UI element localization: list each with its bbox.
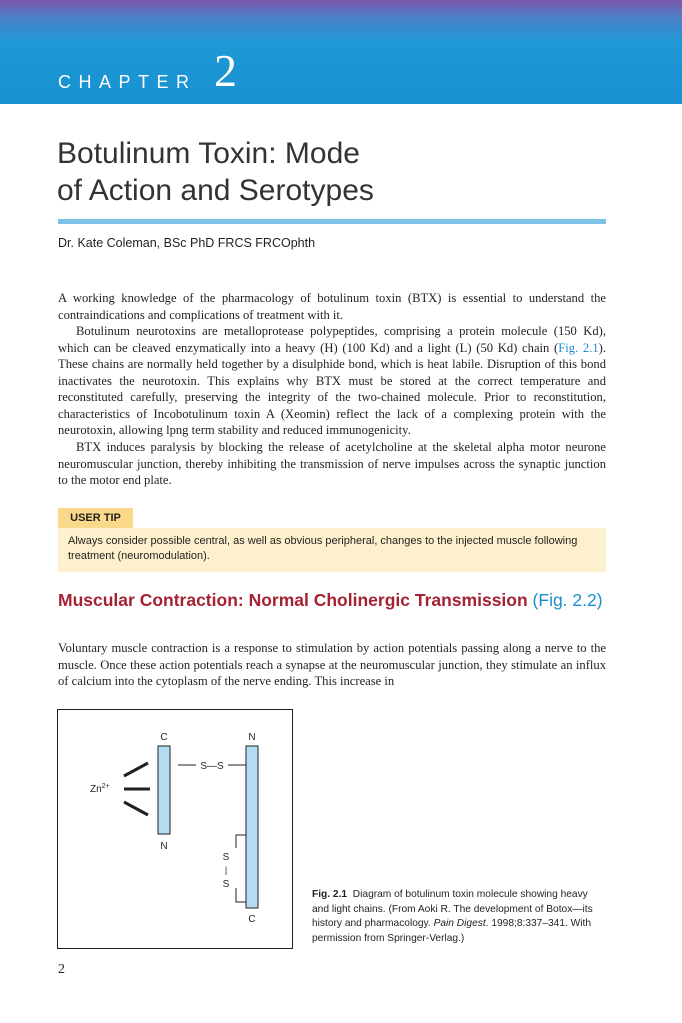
disulphide-s-upper: S [222, 852, 230, 863]
toxin-molecule-diagram [58, 710, 294, 950]
figure-2-1-caption [312, 888, 606, 946]
fig-2-1-link[interactable]: Fig. 2.1 [558, 340, 599, 355]
disulphide-bond-label: S—S [200, 761, 224, 772]
paragraph-neurotoxins-text-a: Botulinum neurotoxins are metalloprotease polypeptides, comprising a protein molecule (150 Kd), which can be cleaved enzymatically into a heavy (H) (100 Kd) and a light (L) (50 Kd) chain ( [58, 324, 606, 355]
paragraph-neurotoxins-text-b: ). These chains are normally held together by a disulphide bond, which is heat labile. Disruption of this bond inactivates the neurotoxin. This explains why BTX must be stored at the correct temperature and reconstituted carefully, preserving the integrity of the two-chained molecule. Prior to reconstitution, characteristics of Incobotulinum toxin A (Xeomin) reflect the lack of a complexing protein with the neurotoxin, allowing lpng term stability and reduced immunogenicity. [58, 340, 606, 437]
section-heading [58, 590, 606, 610]
title-rule [58, 219, 606, 224]
chapter-number: 2 [214, 45, 237, 96]
paragraph-intro: A working knowledge of the pharmacology of botulinum toxin (BTX) is essential to understand the contraindications and complications of treatment with it. [58, 291, 606, 322]
chapter-label: CHAPTER [58, 72, 197, 92]
user-tip-box: Always consider possible central, as well as obvious peripheral, changes to the injected muscle following treatment (neuromodulation). [58, 528, 606, 572]
light-chain-n-label: N [160, 841, 168, 852]
zinc-label-charge: 2+ [101, 783, 110, 790]
disulphide-s-bar: | [224, 865, 228, 875]
caption-text-a: Diagram of botulinum toxin molecule showing heavy and light chains. (From Aoki R. The development of Botox—its history and pharmacology. [312, 889, 593, 929]
disulphide-s-lower: S [222, 879, 230, 890]
chapter-banner [0, 0, 682, 104]
heavy-chain-c-label: C [248, 914, 256, 925]
disulphide-loop-lower [236, 888, 246, 902]
chapter-title [57, 135, 637, 209]
page-number: 2 [58, 962, 65, 977]
section-ref-open: ( [527, 590, 539, 610]
heavy-chain-n-label: N [248, 732, 256, 743]
heavy-chain-bar [246, 746, 258, 908]
paragraph-paralysis: BTX induces paralysis by blocking the release of acetylcholine at the skeletal alpha motor neurone neuromuscular junction, thereby inhibiting the transmission of nerve impulses across the synaptic junction to the motor end plate. [58, 440, 606, 487]
user-tip-label: USER TIP [58, 508, 133, 528]
zinc-label [90, 783, 110, 795]
caption-label: Fig. 2.1 [312, 889, 348, 900]
author-line: Dr. Kate Coleman, BSc PhD FRCS FRCOphth [58, 236, 316, 250]
light-chain-c-label: C [160, 732, 168, 743]
paragraph-muscle-contraction: Voluntary muscle contraction is a response to stimulation by action potentials passing along a nerve to the muscle. Once these action potentials reach a synapse at the neuromuscular junction, they stimulate an influx of calcium into the cytoplasm of the nerve ending. This increase in [58, 641, 606, 688]
caption-journal: Pain Digest [433, 918, 486, 929]
fig-2-2-link[interactable]: Fig. 2.2 [538, 590, 597, 610]
zinc-label-text: Zn [90, 784, 102, 795]
caption-text-b: . 1998;8:337–341. With permission from Springer-Verlag.) [312, 918, 592, 944]
chapter-title-line-2: of Action and Serotypes [57, 174, 374, 207]
disulphide-loop-upper [236, 835, 246, 848]
section-ref-close: ) [596, 590, 603, 610]
zinc-bond-line-lower [124, 802, 148, 815]
chapter-title-line-1: Botulinum Toxin: Mode [57, 137, 360, 170]
paragraph-neurotoxins [58, 323, 606, 439]
zinc-bond-line-upper [124, 763, 148, 776]
light-chain-bar [158, 746, 170, 834]
figure-2-1 [57, 709, 293, 949]
section-heading-text: Muscular Contraction: Normal Cholinergic Transmission [58, 590, 528, 610]
